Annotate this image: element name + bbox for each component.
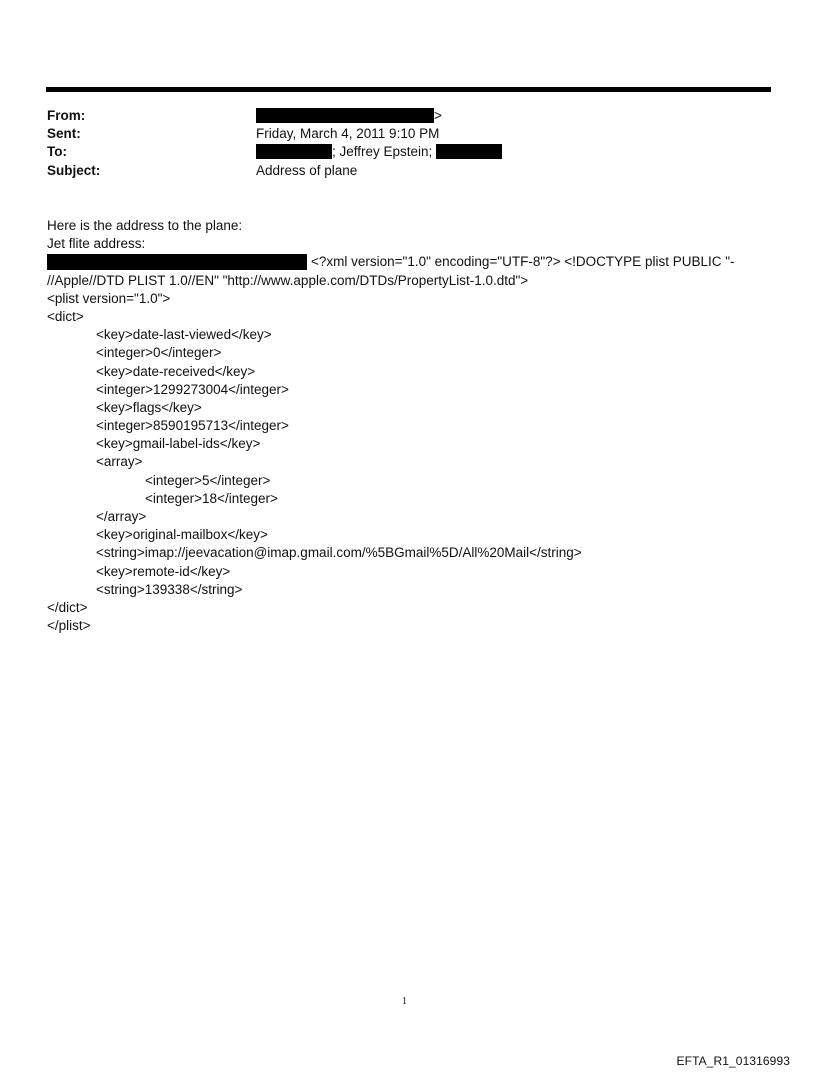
xml-declaration: <?xml version="1.0" encoding="UTF-8"?> <!DOCTYPE plist PUBLIC "- [311, 254, 735, 270]
sent-value: Friday, March 4, 2011 9:10 PM [256, 126, 440, 141]
redaction-block [256, 108, 434, 123]
plist-line: <key>remote-id</key> [96, 563, 231, 579]
header-rule [46, 87, 771, 92]
redaction-block [256, 144, 332, 159]
plist-close: </plist> [47, 618, 91, 634]
plist-line: <string>imap://jeevacation@imap.gmail.com/%5BGmail%5D/All%20Mail</string> [96, 545, 582, 561]
to-middle: ; Jeffrey Epstein; [332, 144, 433, 159]
redaction-block [436, 144, 502, 159]
plist-line: <key>original-mailbox</key> [96, 527, 268, 543]
dict-open: <dict> [47, 308, 84, 324]
document-id: EFTA_R1_01316993 [676, 1054, 790, 1068]
from-label: From: [47, 108, 86, 123]
plist-line: <key>flags</key> [96, 399, 202, 415]
subject-value: Address of plane [256, 163, 358, 178]
email-body [47, 217, 777, 635]
plist-open: <plist version="1.0"> [47, 290, 171, 306]
plist-line: </array> [96, 509, 147, 524]
plist-array-line: <integer>18</integer> [145, 490, 278, 506]
plist-array-line: <integer>5</integer> [145, 472, 271, 488]
from-value [256, 107, 442, 124]
plist-line: <key>date-received</key> [96, 363, 256, 379]
body-intro: Here is the address to the plane: [47, 218, 243, 233]
to-label: To: [47, 144, 67, 159]
to-value [256, 143, 502, 160]
sent-label: Sent: [47, 126, 81, 141]
xml-line-1 [47, 253, 777, 271]
plist-line: <integer>1299273004</integer> [96, 381, 289, 397]
subject-label: Subject: [47, 163, 101, 178]
plist-line: <array> [96, 454, 143, 470]
plist-line: <integer>0</integer> [96, 345, 222, 361]
plist-line: <integer>8590195713</integer> [96, 418, 289, 434]
redaction-block [47, 254, 307, 270]
plist-line: <key>gmail-label-ids</key> [96, 436, 261, 452]
dict-close: </dict> [47, 599, 88, 615]
xml-line-2: //Apple//DTD PLIST 1.0//EN" "http://www.apple.com/DTDs/PropertyList-1.0.dtd"> [47, 272, 529, 288]
body-jet-line: Jet flite address: [47, 236, 146, 252]
page-number: 1 [402, 996, 407, 1007]
plist-line: <string>139338</string> [96, 581, 243, 597]
from-suffix: > [434, 108, 442, 123]
plist-line: <key>date-last-viewed</key> [96, 327, 272, 343]
